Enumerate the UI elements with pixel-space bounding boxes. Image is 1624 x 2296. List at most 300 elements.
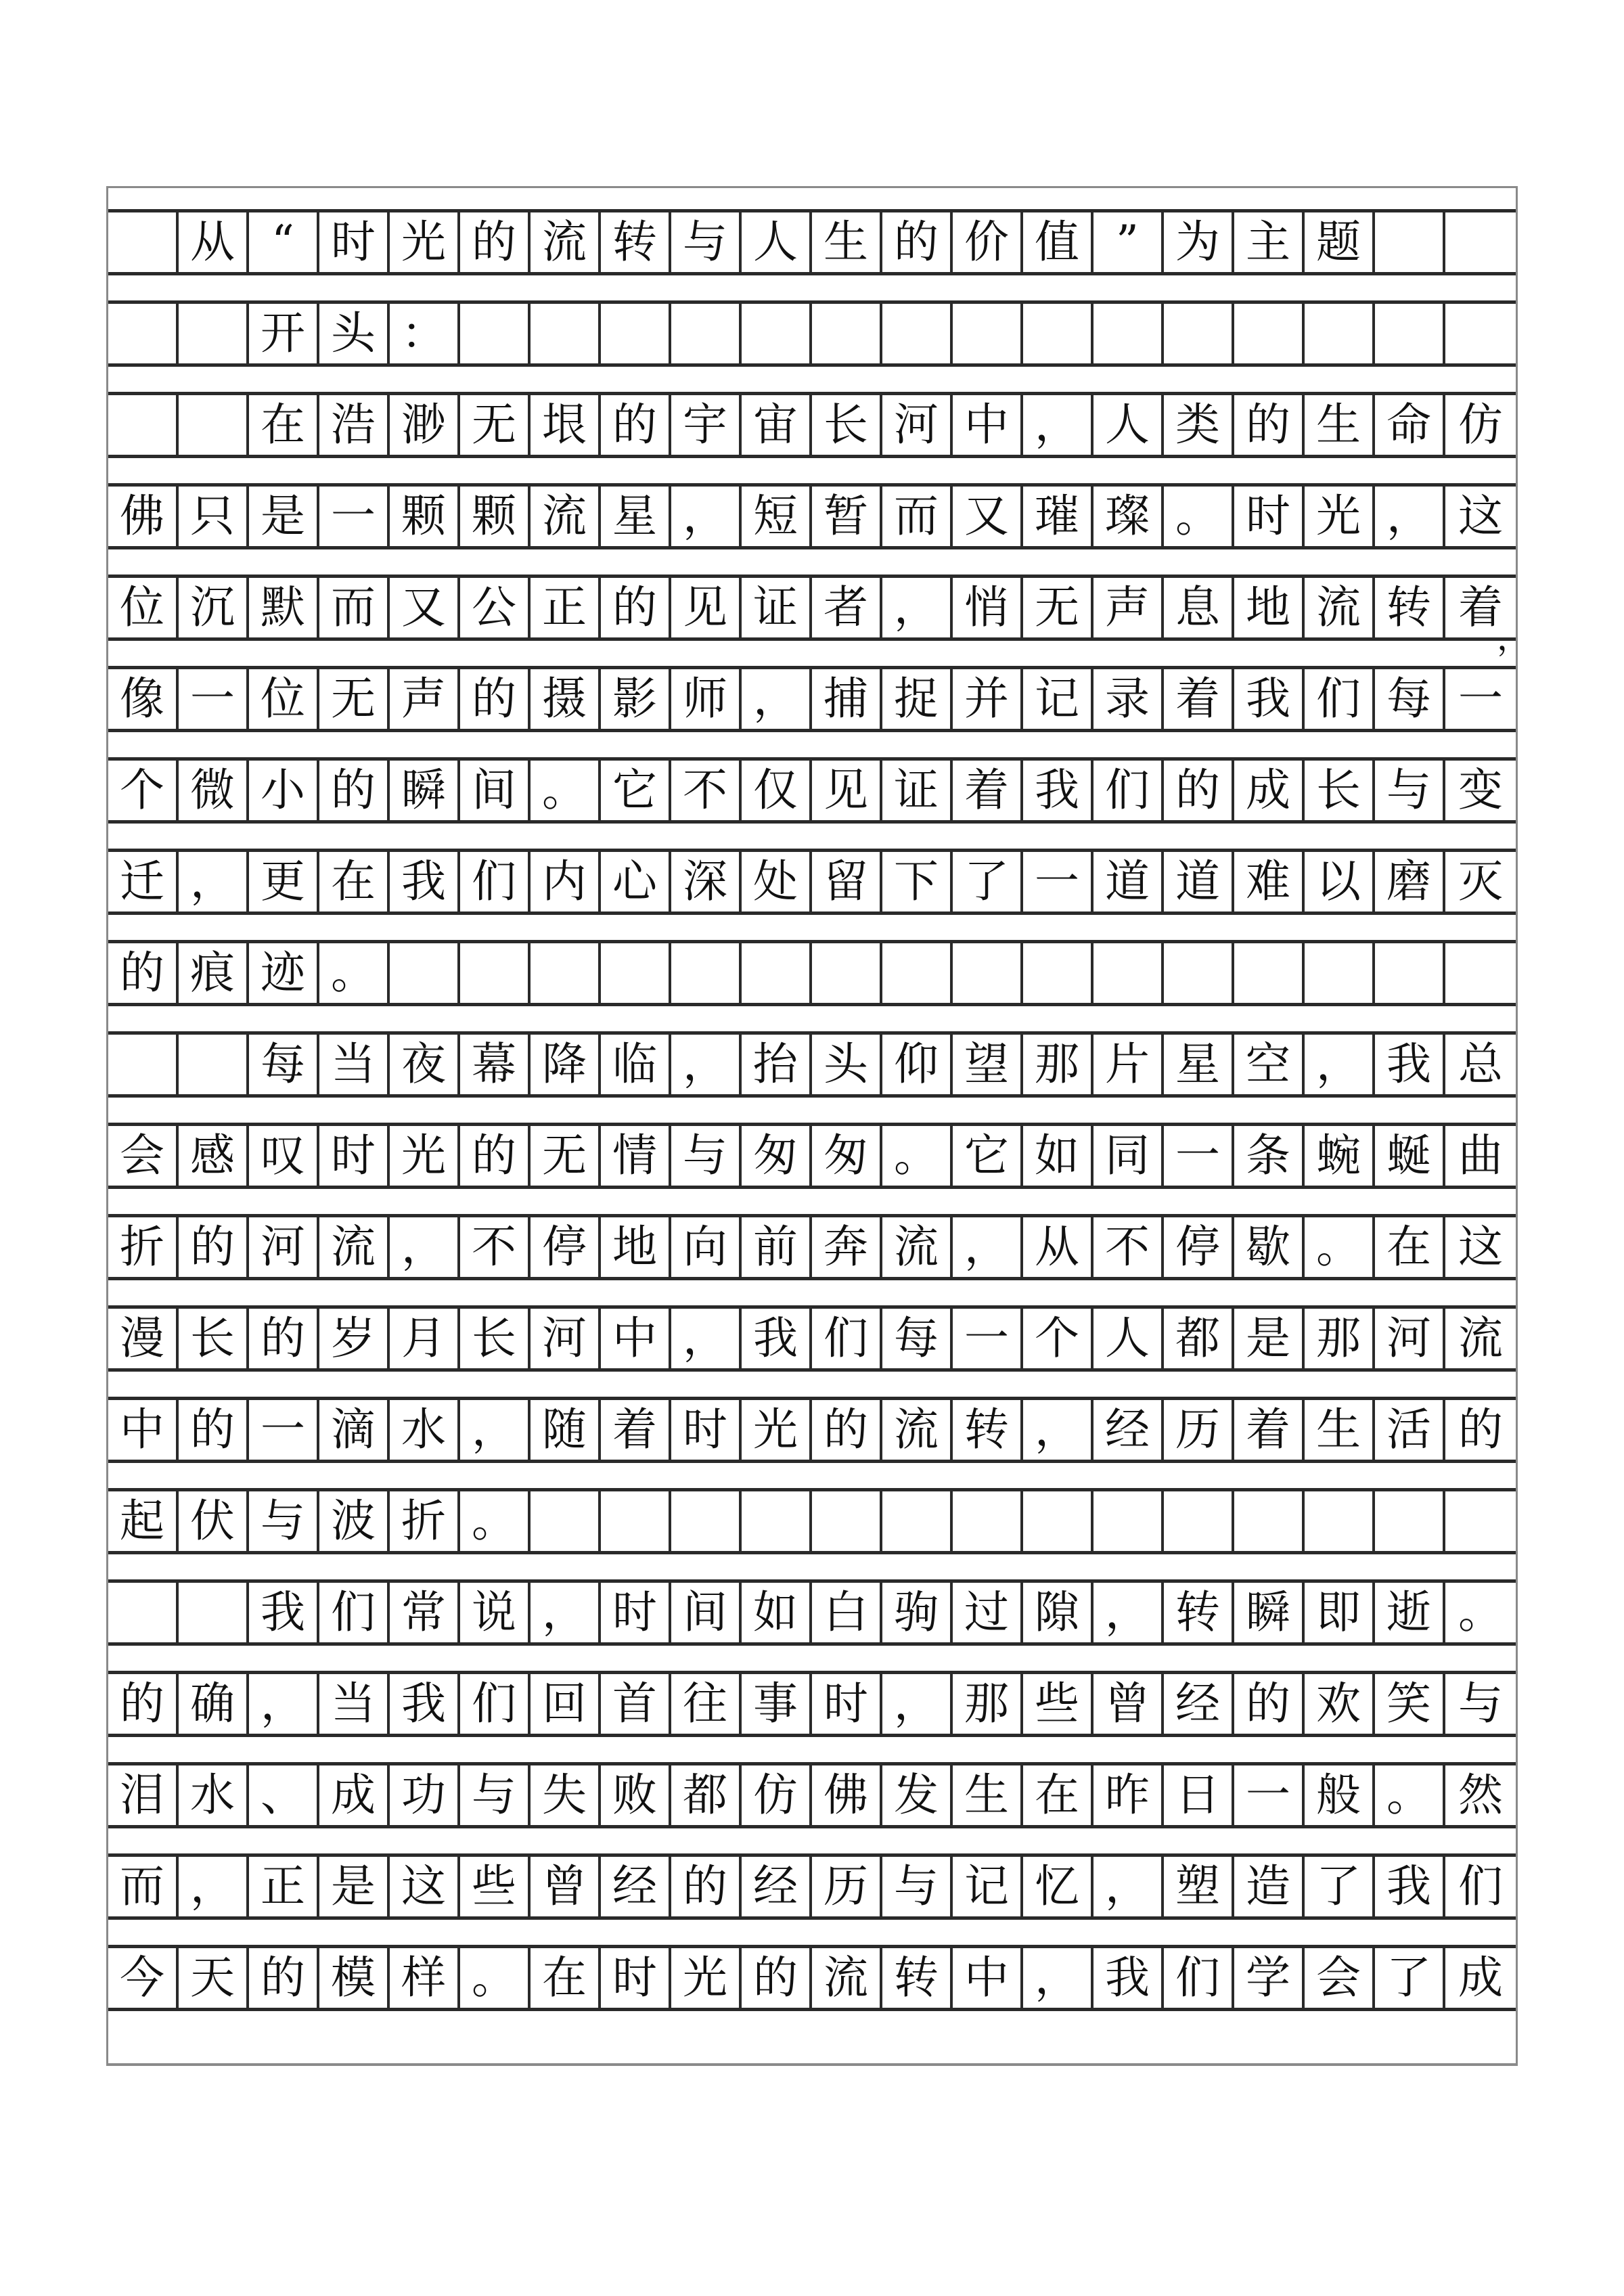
grid-cell — [953, 304, 1023, 363]
grid-cell: ， — [882, 578, 953, 637]
grid-row — [108, 849, 1516, 915]
grid-cell: 中 — [953, 395, 1023, 455]
grid-cell: 河 — [882, 395, 953, 455]
grid-cell: ， — [882, 1674, 953, 1734]
grid-cell: 见 — [812, 761, 882, 820]
grid-cell: 无 — [319, 669, 390, 729]
row-gap-strip — [108, 1189, 1516, 1214]
grid-cell: 记 — [1023, 669, 1093, 729]
grid-cell: 与 — [671, 1126, 742, 1186]
grid-cell: 一 — [1234, 1765, 1305, 1825]
grid-cell — [953, 1491, 1023, 1551]
grid-cell — [1445, 304, 1516, 363]
grid-cell: 随 — [531, 1400, 601, 1460]
grid-cell: 在 — [249, 395, 319, 455]
grid-cell: 欢 — [1305, 1674, 1375, 1734]
grid-cell: 造 — [1234, 1857, 1305, 1916]
grid-cell: ， — [671, 487, 742, 546]
grid-cell: 更 — [249, 852, 319, 911]
grid-cell: 都 — [671, 1765, 742, 1825]
grid-cell: 磨 — [1375, 852, 1445, 911]
grid-cell: 默 — [249, 578, 319, 637]
grid-cell: 的 — [1234, 1674, 1305, 1734]
grid-cell: 岁 — [319, 1309, 390, 1368]
grid-cell — [179, 1035, 249, 1094]
grid-row — [108, 1762, 1516, 1828]
grid-cell: ， — [1023, 1400, 1093, 1460]
grid-cell — [812, 304, 882, 363]
grid-cell — [1375, 1491, 1445, 1551]
grid-cell: 见 — [671, 578, 742, 637]
grid-cell: 颗 — [460, 487, 531, 546]
grid-cell: 水 — [390, 1400, 460, 1460]
grid-cell: 。 — [531, 761, 601, 820]
grid-cell: 时 — [812, 1674, 882, 1734]
grid-cell: 我 — [1375, 1035, 1445, 1094]
grid-cell: 。 — [1458, 1586, 1503, 1638]
row-gap-strip — [108, 275, 1516, 300]
grid-cell: 每 — [1375, 669, 1445, 729]
grid-cell: 录 — [1093, 669, 1164, 729]
grid-cell: 微 — [179, 761, 249, 820]
grid-cell: 难 — [1234, 852, 1305, 911]
grid-cell: 经 — [1093, 1400, 1164, 1460]
grid-cell: 灭 — [1458, 855, 1503, 907]
grid-cell: 仿 — [742, 1765, 812, 1825]
grid-cell: ， — [671, 1309, 742, 1368]
grid-cell: 人 — [1093, 1309, 1164, 1368]
grid-cell: 捉 — [882, 669, 953, 729]
grid-cell: 曲 — [1458, 1129, 1503, 1181]
grid-row — [108, 1671, 1516, 1737]
grid-cell — [601, 304, 671, 363]
grid-cell: 历 — [812, 1857, 882, 1916]
grid-cell: 水 — [179, 1765, 249, 1825]
grid-cell: 佛 — [812, 1765, 882, 1825]
top-margin-strip — [108, 188, 1516, 209]
grid-cell: 这 — [1458, 490, 1503, 542]
grid-cell: 光 — [671, 1948, 742, 2008]
grid-cell: 息 — [1164, 578, 1234, 637]
grid-cell: 主 — [1234, 212, 1305, 272]
grid-cell: 道 — [1164, 852, 1234, 911]
grid-cell: 成 — [319, 1765, 390, 1825]
grid-cell: 奔 — [812, 1217, 882, 1277]
grid-cell — [812, 1491, 882, 1551]
grid-cell: 总 — [1458, 1038, 1503, 1090]
grid-cell: 曾 — [1093, 1674, 1164, 1734]
grid-cell: 会 — [1305, 1948, 1375, 2008]
grid-cell: 生 — [812, 212, 882, 272]
grid-cell — [1164, 1491, 1234, 1551]
grid-cell: 渺 — [390, 395, 460, 455]
grid-row — [108, 209, 1516, 275]
grid-cell: ， — [1305, 1035, 1375, 1094]
grid-cell: 的 — [460, 669, 531, 729]
grid-cell: 感 — [179, 1126, 249, 1186]
grid-cell: 地 — [601, 1217, 671, 1277]
grid-cell: 的 — [108, 1674, 179, 1734]
grid-cell: ， — [1023, 395, 1093, 455]
grid-cell: 为 — [1164, 212, 1234, 272]
grid-cell: 叹 — [249, 1126, 319, 1186]
grid-cell: ， — [671, 1035, 742, 1094]
grid-cell: 那 — [1023, 1035, 1093, 1094]
grid-cell: 的 — [249, 1948, 319, 2008]
grid-cell: 佛 — [108, 487, 179, 546]
grid-cell: 是 — [1234, 1309, 1305, 1368]
grid-cell: 光 — [742, 1400, 812, 1460]
grid-cell: ， — [742, 669, 812, 729]
grid-cell: 只 — [179, 487, 249, 546]
grid-cell: 流 — [1458, 1312, 1503, 1364]
grid-cell — [671, 1491, 742, 1551]
grid-cell: 活 — [1375, 1400, 1445, 1460]
grid-cell: 个 — [108, 761, 179, 820]
grid-cell — [1023, 1491, 1093, 1551]
grid-cell: 的 — [882, 212, 953, 272]
grid-cell: 夜 — [390, 1035, 460, 1094]
grid-cell: 、 — [249, 1765, 319, 1825]
grid-cell: 光 — [1305, 487, 1375, 546]
grid-cell: 人 — [742, 212, 812, 272]
grid-cell — [1023, 304, 1093, 363]
row-gap-strip — [108, 732, 1516, 757]
grid-cell — [882, 943, 953, 1003]
grid-cell: 间 — [460, 761, 531, 820]
grid-cell: 的 — [671, 1857, 742, 1916]
grid-cell: 变 — [1458, 764, 1503, 816]
grid-cell: 河 — [249, 1217, 319, 1277]
grid-cell — [601, 1491, 671, 1551]
grid-row — [108, 940, 1516, 1006]
grid-cell: 临 — [601, 1035, 671, 1094]
grid-cell: 师 — [671, 669, 742, 729]
grid-cell — [179, 1583, 249, 1642]
grid-cell: 流 — [812, 1948, 882, 2008]
grid-cell: 留 — [812, 852, 882, 911]
grid-cell — [531, 943, 601, 1003]
grid-cell: 失 — [531, 1765, 601, 1825]
row-gap-strip — [108, 824, 1516, 849]
grid-cell: 颗 — [390, 487, 460, 546]
row-gap-strip — [108, 1280, 1516, 1305]
grid-cell: 头 — [812, 1035, 882, 1094]
grid-cell: 一 — [953, 1309, 1023, 1368]
grid-cell: 们 — [1164, 1948, 1234, 2008]
grid-cell: 们 — [1305, 669, 1375, 729]
grid-cell: 在 — [531, 1948, 601, 2008]
grid-cell: 时 — [671, 1400, 742, 1460]
grid-row — [108, 1123, 1516, 1189]
grid-cell: ， — [531, 1583, 601, 1642]
grid-cell — [953, 943, 1023, 1003]
grid-cell — [1093, 943, 1164, 1003]
grid-cell — [108, 212, 179, 272]
grid-cell: 仰 — [882, 1035, 953, 1094]
grid-cell: 过 — [953, 1583, 1023, 1642]
grid-cell: 位 — [108, 578, 179, 637]
grid-row — [108, 666, 1516, 732]
grid-cell: 个 — [1023, 1309, 1093, 1368]
grid-cell: 我 — [1023, 761, 1093, 820]
grid-cell: ， — [1093, 1857, 1164, 1916]
row-gap-strip — [108, 1098, 1516, 1123]
grid-cell: 说 — [460, 1583, 531, 1642]
grid-cell: 的 — [601, 578, 671, 637]
grid-cell: 的 — [601, 395, 671, 455]
grid-cell: 公 — [460, 578, 531, 637]
grid-cell: 价 — [953, 212, 1023, 272]
grid-cell: 泪 — [108, 1765, 179, 1825]
row-gap-strip — [108, 1828, 1516, 1853]
grid-cell: 不 — [1093, 1217, 1164, 1277]
grid-cell: 每 — [882, 1309, 953, 1368]
grid-cell: 内 — [531, 852, 601, 911]
grid-cell — [882, 304, 953, 363]
grid-cell — [1234, 304, 1305, 363]
grid-cell: 的 — [108, 943, 179, 1003]
grid-cell — [1375, 943, 1445, 1003]
grid-cell: 短 — [742, 487, 812, 546]
grid-cell: 而 — [882, 487, 953, 546]
grid-cell: 事 — [742, 1674, 812, 1734]
row-gap-strip — [108, 915, 1516, 940]
grid-cell: 与 — [249, 1491, 319, 1551]
grid-cell: 宇 — [671, 395, 742, 455]
grid-cell: 我 — [1375, 1857, 1445, 1916]
grid-cell: 中 — [108, 1400, 179, 1460]
row-gap-strip — [108, 458, 1516, 483]
grid-cell: 不 — [460, 1217, 531, 1277]
grid-cell: 歇 — [1234, 1217, 1305, 1277]
grid-cell: 些 — [460, 1857, 531, 1916]
grid-cell: 。 — [460, 1948, 531, 2008]
grid-cell: 片 — [1093, 1035, 1164, 1094]
grid-cell: 捕 — [812, 669, 882, 729]
grid-cell: 往 — [671, 1674, 742, 1734]
grid-cell: 一 — [1458, 673, 1503, 725]
grid-cell: 的 — [460, 212, 531, 272]
grid-cell: 般 — [1305, 1765, 1375, 1825]
grid-cell — [390, 943, 460, 1003]
grid-cell: 长 — [1305, 761, 1375, 820]
grid-cell: 我 — [390, 1674, 460, 1734]
grid-cell: 情 — [601, 1126, 671, 1186]
grid-cell: 即 — [1305, 1583, 1375, 1642]
grid-cell: 而 — [108, 1857, 179, 1916]
grid-row — [108, 1031, 1516, 1098]
grid-cell: ， — [1023, 1948, 1093, 2008]
grid-cell: 着 — [1234, 1400, 1305, 1460]
grid-cell: 记 — [953, 1857, 1023, 1916]
row-gap-strip — [108, 1737, 1516, 1762]
grid-cell: 间 — [671, 1583, 742, 1642]
grid-cell: 蜿 — [1305, 1126, 1375, 1186]
grid-cell: 浩 — [319, 395, 390, 455]
grid-cell: 匆 — [742, 1126, 812, 1186]
grid-cell: 些 — [1023, 1674, 1093, 1734]
grid-cell: 起 — [108, 1491, 179, 1551]
grid-cell: 停 — [1164, 1217, 1234, 1277]
grid-body — [108, 209, 1531, 2011]
grid-row — [108, 483, 1516, 549]
grid-cell: “ — [249, 212, 319, 272]
grid-cell — [1305, 1491, 1375, 1551]
grid-cell: 声 — [390, 669, 460, 729]
grid-cell: 当 — [319, 1035, 390, 1094]
grid-cell: 它 — [953, 1126, 1023, 1186]
grid-cell: 一 — [319, 487, 390, 546]
grid-cell: 蜒 — [1375, 1126, 1445, 1186]
grid-cell: 这 — [390, 1857, 460, 1916]
grid-row — [108, 1305, 1516, 1372]
grid-cell — [460, 304, 531, 363]
grid-cell — [1093, 1491, 1164, 1551]
grid-cell: 正 — [531, 578, 601, 637]
grid-cell: 证 — [742, 578, 812, 637]
grid-cell: 星 — [1164, 1035, 1234, 1094]
grid-cell: 了 — [953, 852, 1023, 911]
grid-cell: 们 — [1458, 1860, 1503, 1912]
grid-cell — [742, 1491, 812, 1551]
grid-cell: 经 — [601, 1857, 671, 1916]
grid-cell — [671, 943, 742, 1003]
grid-cell: 模 — [319, 1948, 390, 2008]
grid-cell: 确 — [179, 1674, 249, 1734]
grid-cell: 回 — [531, 1674, 601, 1734]
grid-cell: 时 — [319, 1126, 390, 1186]
grid-cell — [531, 1491, 601, 1551]
grid-cell: 在 — [1375, 1217, 1445, 1277]
grid-cell: 条 — [1234, 1126, 1305, 1186]
grid-row — [108, 575, 1531, 658]
grid-cell: 痕 — [179, 943, 249, 1003]
grid-cell: 转 — [1375, 578, 1445, 637]
grid-cell: 如 — [742, 1583, 812, 1642]
grid-cell: 像 — [108, 669, 179, 729]
grid-cell: 。 — [1164, 487, 1234, 546]
grid-cell: 从 — [1023, 1217, 1093, 1277]
grid-cell: 影 — [601, 669, 671, 729]
grid-cell: 白 — [812, 1583, 882, 1642]
grid-cell: 了 — [1305, 1857, 1375, 1916]
grid-cell: 那 — [953, 1674, 1023, 1734]
grid-cell: 这 — [1458, 1221, 1503, 1273]
grid-cell: 一 — [1023, 852, 1093, 911]
grid-cell — [1445, 943, 1516, 1003]
grid-cell: 长 — [179, 1309, 249, 1368]
grid-cell: 在 — [1023, 1765, 1093, 1825]
grid-cell: 值 — [1023, 212, 1093, 272]
grid-cell — [1445, 1491, 1516, 1551]
grid-cell: 折 — [390, 1491, 460, 1551]
grid-cell: 首 — [601, 1674, 671, 1734]
grid-cell: 成 — [1234, 761, 1305, 820]
grid-cell: 时 — [1234, 487, 1305, 546]
grid-cell — [1164, 304, 1234, 363]
grid-cell: 生 — [953, 1765, 1023, 1825]
grid-cell: 都 — [1164, 1309, 1234, 1368]
grid-cell: 们 — [460, 1674, 531, 1734]
grid-cell: 类 — [1164, 395, 1234, 455]
grid-cell — [1093, 304, 1164, 363]
grid-cell: 并 — [953, 669, 1023, 729]
grid-cell: 然 — [1458, 1769, 1503, 1821]
grid-cell: 同 — [1093, 1126, 1164, 1186]
grid-cell — [108, 1035, 179, 1094]
grid-cell: 匆 — [812, 1126, 882, 1186]
grid-cell: 天 — [179, 1948, 249, 2008]
grid-cell: 无 — [1023, 578, 1093, 637]
grid-cell — [1164, 943, 1234, 1003]
grid-cell: 的 — [1458, 1403, 1503, 1456]
grid-cell: 光 — [390, 1126, 460, 1186]
grid-cell: 时 — [319, 212, 390, 272]
grid-cell: 与 — [882, 1857, 953, 1916]
grid-cell: 经 — [742, 1857, 812, 1916]
grid-cell: 曾 — [531, 1857, 601, 1916]
grid-cell: 时 — [601, 1583, 671, 1642]
grid-cell: 的 — [1234, 395, 1305, 455]
grid-cell: 流 — [882, 1400, 953, 1460]
grid-cell: 塑 — [1164, 1857, 1234, 1916]
grid-cell: ： — [390, 304, 460, 363]
grid-cell: 向 — [671, 1217, 742, 1277]
grid-cell: 深 — [671, 852, 742, 911]
grid-cell: 流 — [882, 1217, 953, 1277]
grid-cell: 转 — [882, 1948, 953, 2008]
grid-cell: ， — [249, 1674, 319, 1734]
grid-cell: 是 — [319, 1857, 390, 1916]
grid-cell: 们 — [460, 852, 531, 911]
grid-cell — [1023, 943, 1093, 1003]
grid-cell — [460, 943, 531, 1003]
grid-cell: 时 — [601, 1948, 671, 2008]
grid-cell: 生 — [1305, 395, 1375, 455]
grid-cell: 与 — [671, 212, 742, 272]
grid-cell: 今 — [108, 1948, 179, 2008]
grid-cell — [601, 943, 671, 1003]
grid-cell: 发 — [882, 1765, 953, 1825]
grid-cell: 河 — [1375, 1309, 1445, 1368]
grid-cell: 暂 — [812, 487, 882, 546]
grid-cell — [742, 304, 812, 363]
grid-cell: 的 — [1164, 761, 1234, 820]
grid-cell: 逝 — [1375, 1583, 1445, 1642]
grid-cell: 的 — [742, 1948, 812, 2008]
grid-cell: 日 — [1164, 1765, 1234, 1825]
grid-cell: 与 — [1375, 761, 1445, 820]
grid-cell: 当 — [319, 1674, 390, 1734]
grid-cell: 那 — [1305, 1309, 1375, 1368]
grid-cell — [882, 1491, 953, 1551]
grid-cell: 道 — [1093, 852, 1164, 911]
grid-cell: 与 — [460, 1765, 531, 1825]
grid-row — [108, 1853, 1516, 1920]
row-gap-strip — [108, 1646, 1516, 1671]
grid-cell: 位 — [249, 669, 319, 729]
grid-cell: 瞬 — [390, 761, 460, 820]
grid-cell: 。 — [1375, 1765, 1445, 1825]
grid-cell: 无 — [460, 395, 531, 455]
grid-cell: 的 — [319, 761, 390, 820]
grid-cell: 心 — [601, 852, 671, 911]
row-gap-strip — [108, 641, 1516, 666]
grid-cell: 璀 — [1023, 487, 1093, 546]
grid-row — [108, 1488, 1516, 1554]
grid-cell — [108, 304, 179, 363]
